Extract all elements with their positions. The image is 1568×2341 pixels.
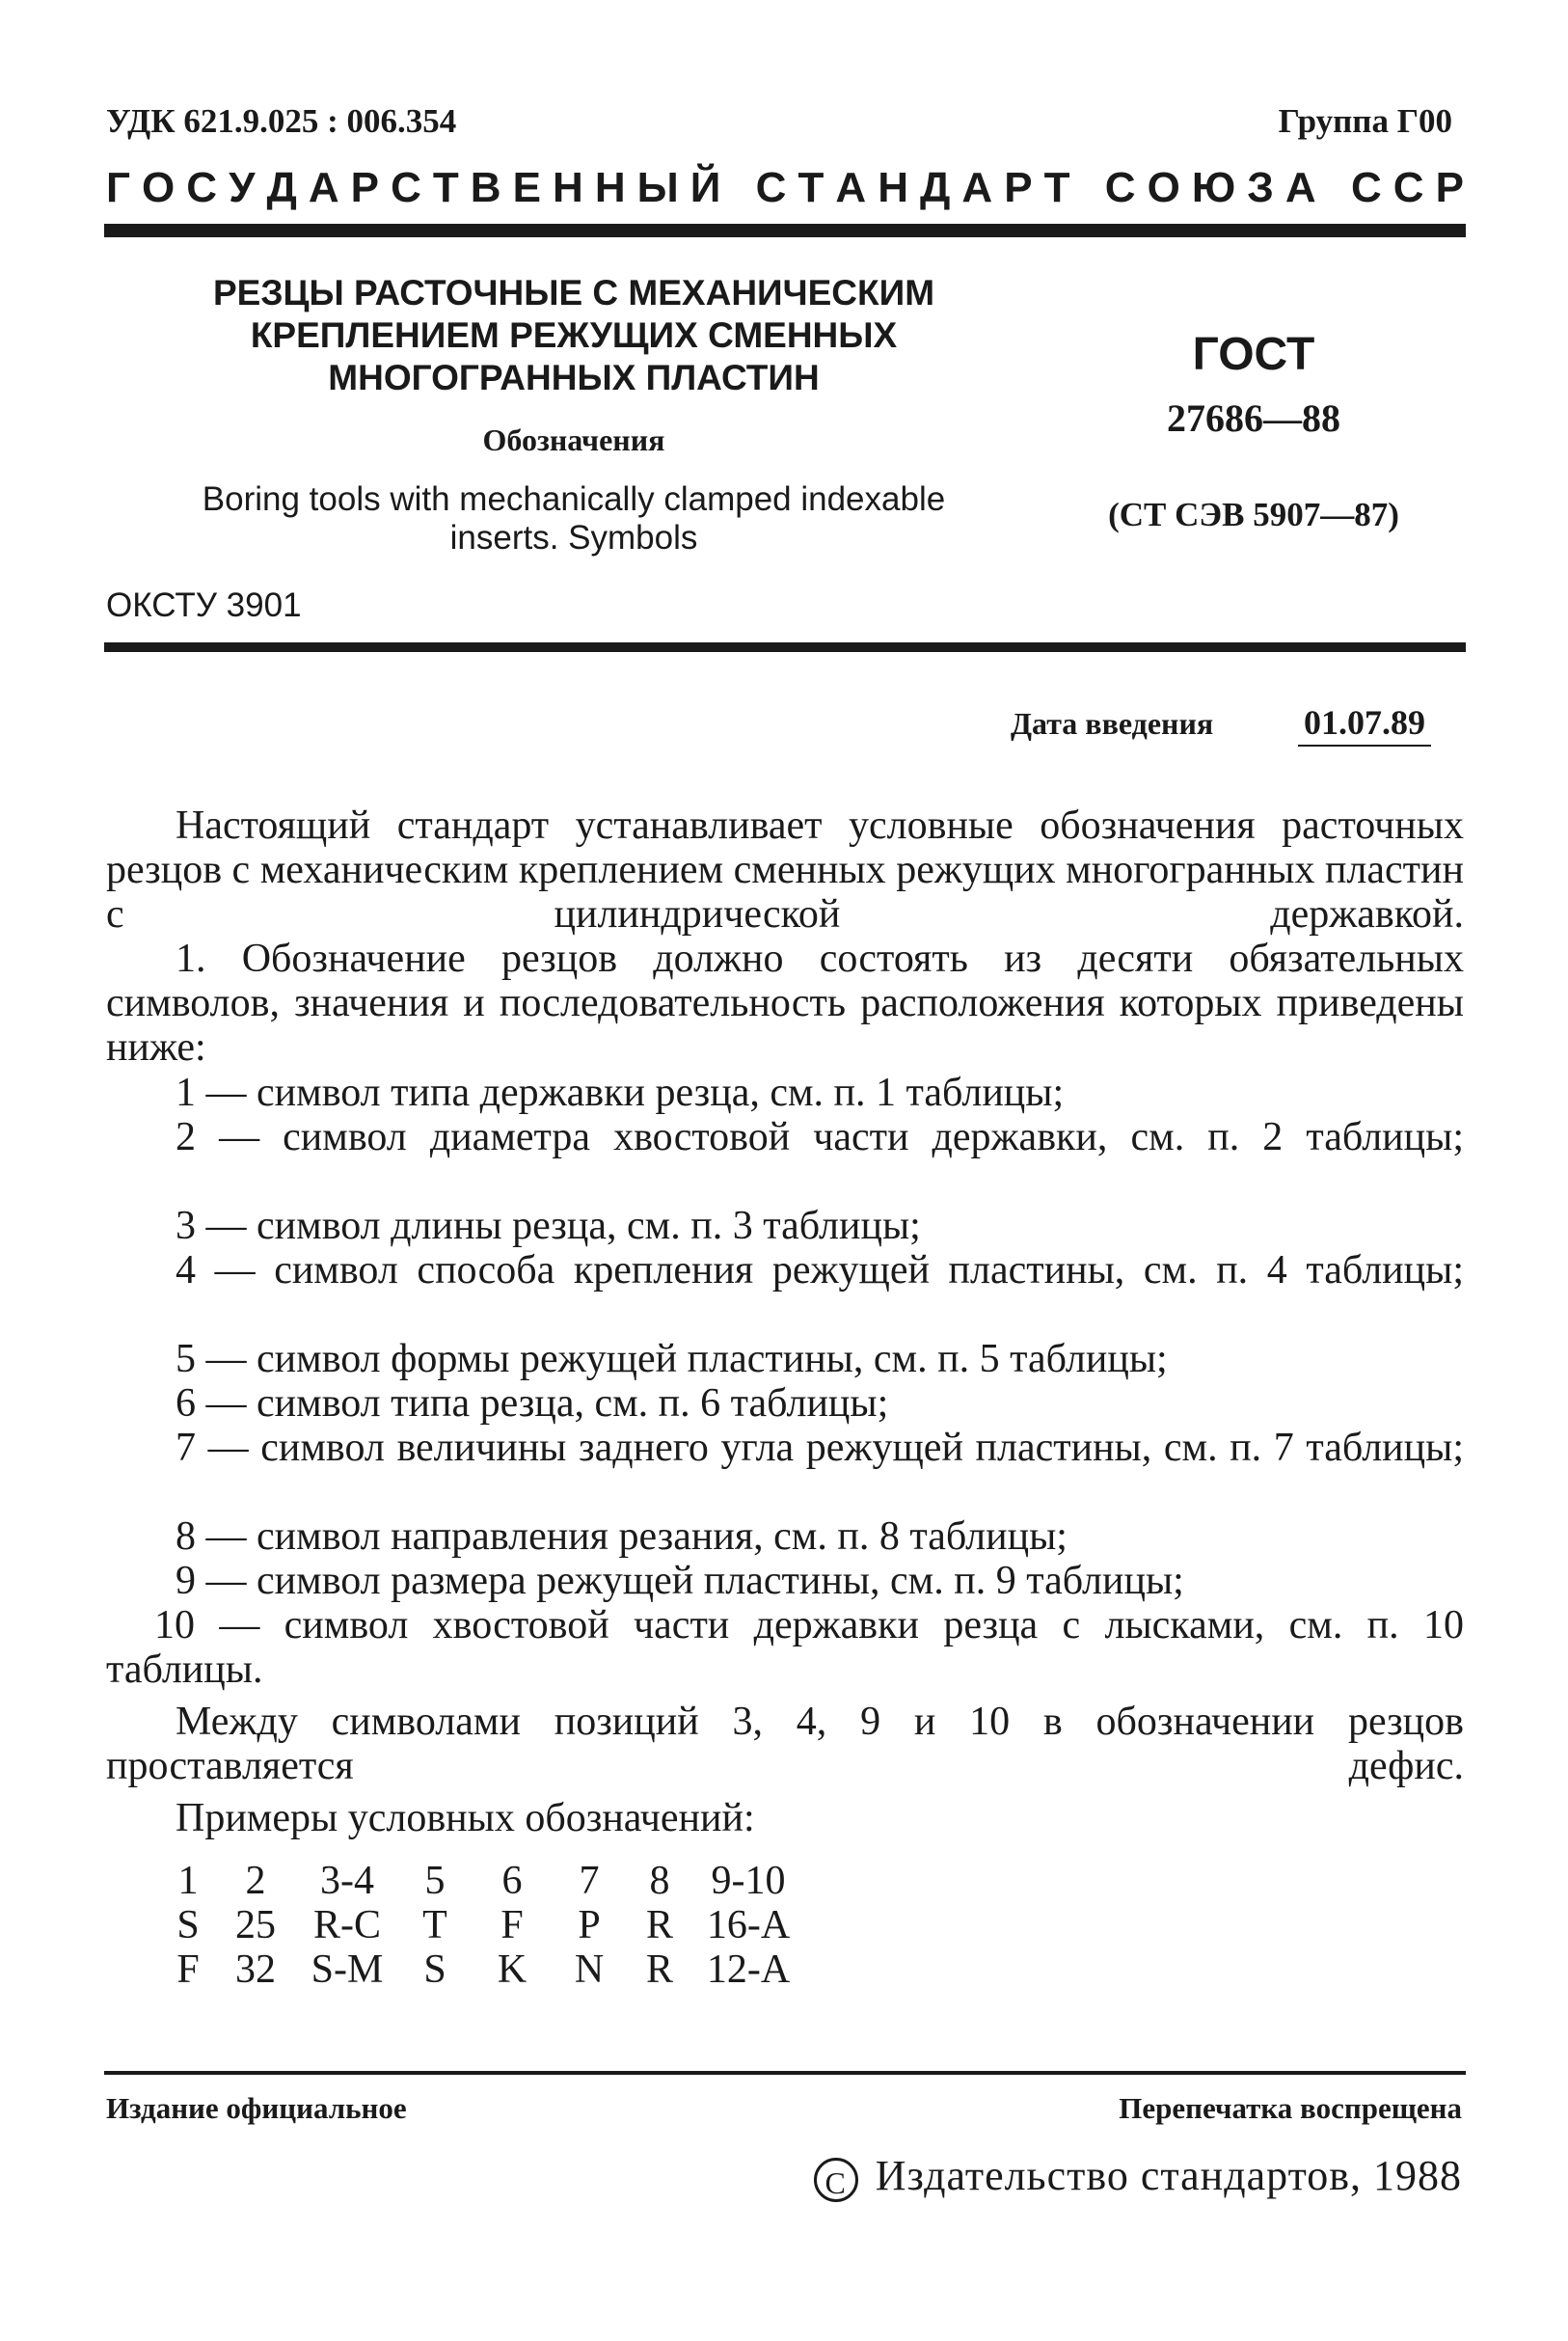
heading-letter: С [1104, 164, 1136, 211]
heading-letter: Й [689, 164, 721, 211]
heading-letter: Т [432, 164, 459, 211]
heading-letter: О [1147, 164, 1180, 211]
examples-cell: 2 [245, 1859, 266, 1903]
examples-cell: R-C [312, 1903, 381, 1947]
heading-letter: Ю [1191, 164, 1236, 211]
examples-cell: 9-10 [711, 1859, 786, 1903]
intro-paragraph: Настоящий стандарт устанавливает условные обозначения расточных резцов с механическим креплением сменных режущих многогранных пластин с цилиндрической державкой. [106, 803, 1464, 937]
examples-cell: 16-A [706, 1903, 791, 1947]
heading-gap [732, 164, 743, 212]
gost-number: 27686—88 [1167, 396, 1340, 440]
examples-cell: 3-4 [320, 1859, 374, 1903]
examples-cell: S-M [311, 1947, 384, 1992]
list-item: 2 — символ диаметра хвостовой части державки, см. п. 2 таблицы; [176, 1115, 1464, 1159]
heading-letter: З [1247, 164, 1274, 211]
heading-letter: С [755, 164, 787, 211]
list-item: 10 — символ хвостовой части державки резца с лысками, см. п. 10 таблицы. [106, 1603, 1464, 1692]
heading-letter: Е [512, 164, 541, 211]
examples-cell: F [176, 1947, 200, 1992]
heading-letter: С [391, 164, 421, 211]
list-item: 5 — символ формы режущей пластины, см. п. 5 таблицы; [176, 1337, 1168, 1381]
dash-note: Между символами позиций 3, 4, 9 и 10 в обозначении резцов проставляется дефис. [106, 1700, 1464, 1788]
heading-letter: А [835, 164, 867, 211]
heading-letter: Ы [636, 164, 679, 211]
examples-cell: R [645, 1947, 673, 1992]
heading-letter: Н [553, 164, 583, 211]
examples-cell: S [423, 1947, 446, 1992]
examples-cell: P [578, 1903, 601, 1947]
list-item: 6 — символ типа резца, см. п. 6 таблицы; [176, 1381, 889, 1426]
bottom-rule [104, 2071, 1466, 2075]
copyright-line [814, 2151, 1462, 2202]
examples-cell: T [422, 1903, 447, 1947]
heading-letter: Д [266, 164, 297, 211]
group-code: Группа Г00 [1278, 102, 1452, 140]
heading-letter: В [470, 164, 501, 211]
heading-letter: Т [1043, 164, 1070, 211]
intro-date-value: 01.07.89 [1298, 702, 1431, 747]
list-item: 8 — символ направления резания, см. п. 8 таблицы; [176, 1514, 1068, 1559]
edition-label: Издание официальное [106, 2091, 407, 2125]
heading-letter: У [229, 164, 256, 211]
examples-cell: N [574, 1947, 605, 1992]
list-item: 4 — символ способа крепления режущей пластины, см. п. 4 таблицы; [176, 1248, 1464, 1293]
heading-letter: А [961, 164, 993, 211]
list-item: 7 — символ величины заднего угла режущей пластины, см. п. 7 таблицы; [176, 1426, 1464, 1470]
examples-cell: K [497, 1947, 527, 1992]
heading-letter: Г [106, 164, 130, 211]
examples-cell: 32 [235, 1947, 276, 1992]
heading-letter: Р [1004, 164, 1033, 211]
heading-letter: С [1392, 164, 1424, 211]
top-rule [104, 224, 1466, 237]
examples-cell: 8 [649, 1859, 670, 1903]
list-item: 9 — символ размера режущей пластины, см. п. 9 таблицы; [176, 1559, 1184, 1603]
english-title: Boring tools with mechanically clamped indexable inserts. Symbols [202, 480, 946, 557]
examples-cell: 7 [579, 1859, 600, 1903]
middle-rule [104, 642, 1466, 652]
okstu-code: ОКСТУ 3901 [106, 586, 302, 624]
examples-row [164, 1903, 806, 1947]
udk-code: УДК 621.9.025 : 006.354 [106, 102, 457, 140]
heading-letter: Д [920, 164, 951, 211]
examples-cell: 5 [424, 1859, 446, 1903]
copyright-text: Издательство стандартов, 1988 [875, 2152, 1462, 2199]
intro-date-label: Дата введения [1011, 706, 1214, 741]
gost-label: ГОСТ [1192, 329, 1315, 380]
st-sev-reference: (СТ СЭВ 5907—87) [1108, 496, 1399, 533]
heading-letter: Р [350, 164, 380, 211]
examples-cell: R [645, 1903, 673, 1947]
heading-letter: Н [878, 164, 908, 211]
heading-gap [1328, 164, 1339, 212]
list-item: 3 — символ длины резца, см. п. 3 таблицы; [176, 1204, 921, 1248]
examples-cell: F [500, 1903, 524, 1947]
examples-cell: S [176, 1903, 200, 1947]
heading-letter: С [186, 164, 218, 211]
heading-letter: О [141, 164, 176, 211]
heading-letter: Р [1435, 164, 1464, 211]
list-item: 1 — символ типа державки резца, см. п. 1 таблицы; [176, 1071, 1065, 1115]
examples-row [164, 1947, 806, 1992]
examples-heading: Примеры условных обозначений: [176, 1796, 755, 1840]
paragraph-1: 1. Обозначение резцов должно состоять из десяти обязательных символов, значения и последовательность расположения которых приведены ниже: [106, 937, 1464, 1070]
state-standard-heading [106, 164, 1464, 212]
examples-cell: 12-A [706, 1947, 791, 1992]
heading-letter: А [1284, 164, 1316, 211]
document-title: РЕЗЦЫ РАСТОЧНЫЕ С МЕХАНИЧЕСКИМ КРЕПЛЕНИЕМ РЕЖУЩИХ СМЕННЫХ МНОГОГРАННЫХ ПЛАСТИН [212, 273, 935, 397]
examples-cell: 25 [235, 1903, 276, 1947]
examples-table [164, 1859, 806, 1992]
heading-letter: А [308, 164, 339, 211]
reprint-notice: Перепечатка воспрещена [1119, 2091, 1462, 2125]
examples-cell: 1 [177, 1859, 199, 1903]
heading-letter: Н [594, 164, 626, 211]
heading-letter: С [1350, 164, 1382, 211]
copyright-icon: C [814, 2158, 858, 2202]
heading-letter: Т [798, 164, 825, 211]
examples-row [164, 1859, 806, 1903]
examples-cell: 6 [501, 1859, 523, 1903]
document-subtitle: Обозначения [482, 422, 665, 457]
heading-gap [1082, 164, 1094, 212]
